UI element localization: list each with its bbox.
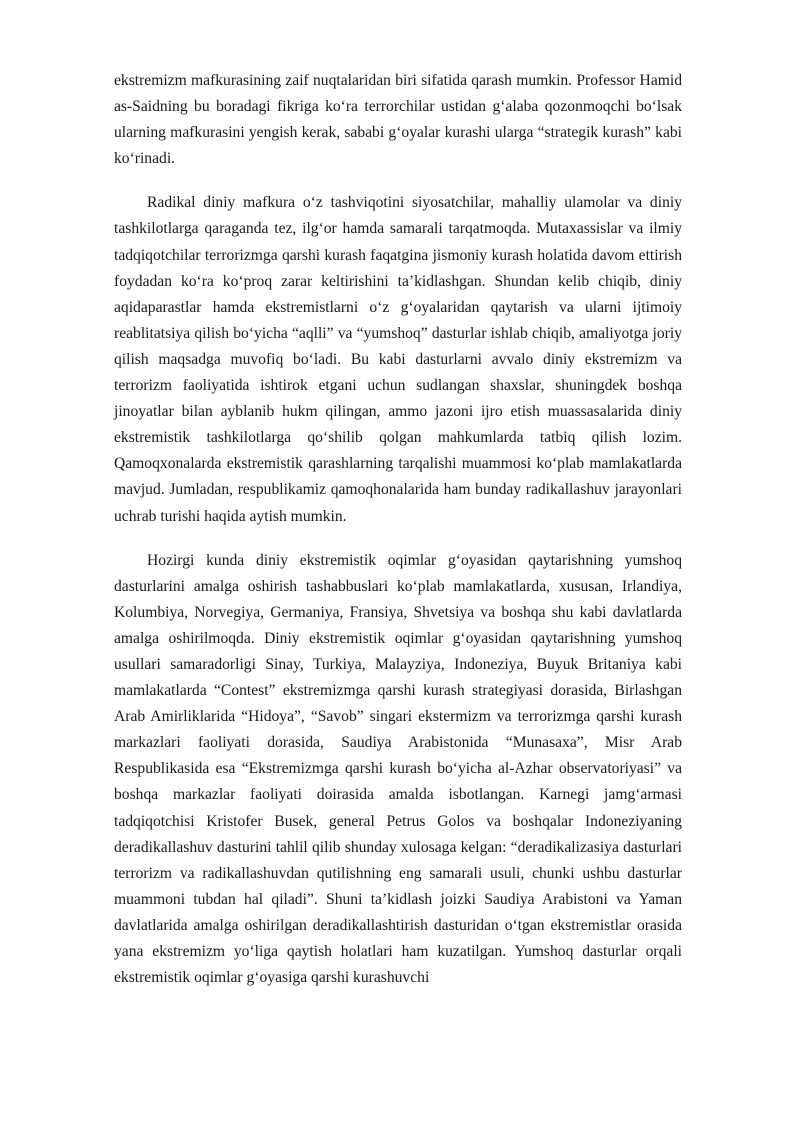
paragraph-1: ekstremizm mafkurasining zaif nuqtalaridan biri sifatida qarash mumkin. Professor Hamid as-Saidning bu boradagi fikriga ko‘ra terrorchilar ustidan g‘alaba qozonmoqchi bo‘lsak ularning mafkurasini yengish kerak, sababi g‘oyalar kurashi ularga “strategik kurash” kabi ko‘rinadi.	[114, 72, 682, 168]
paragraph-3: Hozirgi kunda diniy ekstremistik oqimlar g‘oyasidan qaytarishning yumshoq dasturlarini amalga oshirish tashabbuslari ko‘plab mamlakatlarda, xususan, Irlandiya, Kolumbiya, Norvegiya, Germaniya, Fransiya, Shvetsiya va boshqa shu kabi davlatlarda amalga oshirilmoqda. Diniy ekstremistik oqimlar g‘oyasidan qaytarishning yumshoq usullari samaradorligi Sinay, Turkiya, Malayziya, Indoneziya, Buyuk Britaniya kabi mamlakatlarda “Contest” ekstremizmga qarshi kurash strategiyasi dorasida, Birlashgan Arab Amirliklarida “Hidoya”, “Savob” singari ekstermizm va terrorizmga qarshi kurash markazlari faoliyati dorasida, Saudiya Arabistonida “Munasaxa”, Misr Arab Respublikasida esa “Ekstremizmga qarshi kurash bo‘yicha al-Azhar observatoriyasi” va boshqa markazlar faoliyati doirasida amalda isbotlangan. Karnegi jamg‘armasi tadqiqotchisi Kristofer Busek, general Petrus Golos va boshqalar Indoneziyaning deradikallashuv dasturini tahlil qilib shunday xulosaga kelgan: “deradikalizasiya dasturlari terrorizm va radikallashuvdan qutilishning eng samarali usuli, chunki ushbu dasturlar muammoni tubdan hal qiladi”. Shuni ta’kidlash joizki Saudiya Arabistoni va Yaman davlatlarida amalga oshirilgan deradikallashtirish dasturidan o‘tgan ekstremistlar orasida yana ekstremizm yo‘liga qaytish holatlari ham kuzatilgan. Yumshoq dasturlar orqali ekstremistik oqimlar g‘oyasiga qarshi kurashuvchi	[114, 551, 682, 987]
document-page	[114, 68, 682, 991]
paragraph-2: Radikal diniy mafkura o‘z tashviqotini siyosatchilar, mahalliy ulamolar va diniy tashkilotlarga qaraganda tez, ilg‘or hamda samarali tarqatmoqda. Mutaxassislar va ilmiy tadqiqotchilar terrorizmga qarshi kurash faqatgina jismoniy kurash holatida davom ettirish foydadan ko‘ra ko‘proq zarar keltirishini ta’kidlashgan. Shundan kelib chiqib, diniy aqidaparastlar hamda ekstremistlarni o‘z g‘oyalaridan qaytarish va ularni ijtimoiy reablitatsiya qilish bo‘yicha “aqlli” va “yumshoq” dasturlar ishlab chiqib, amaliyotga joriy qilish maqsadga muvofiq bo‘ladi. Bu kabi dasturlarni avvalo diniy ekstremizm va terrorizm faoliyatida ishtirok etgani uchun sudlangan shaxslar, shuningdek boshqa jinoyatlar bilan ayblanib hukm qilingan, ammo jazoni ijro etish muassasalarida diniy ekstremistik tashkilotlarga qo‘shilib qolgan mahkumlarda tatbiq qilish lozim. Qamoqxonalarda ekstremistik qarashlarning tarqalishi muammosi ko‘plab mamlakatlarda mavjud. Jumladan, respublikamiz qamoqhonalarida ham bunday radikallashuv jarayonlari uchrab turishi haqida aytish mumkin.	[114, 194, 682, 525]
